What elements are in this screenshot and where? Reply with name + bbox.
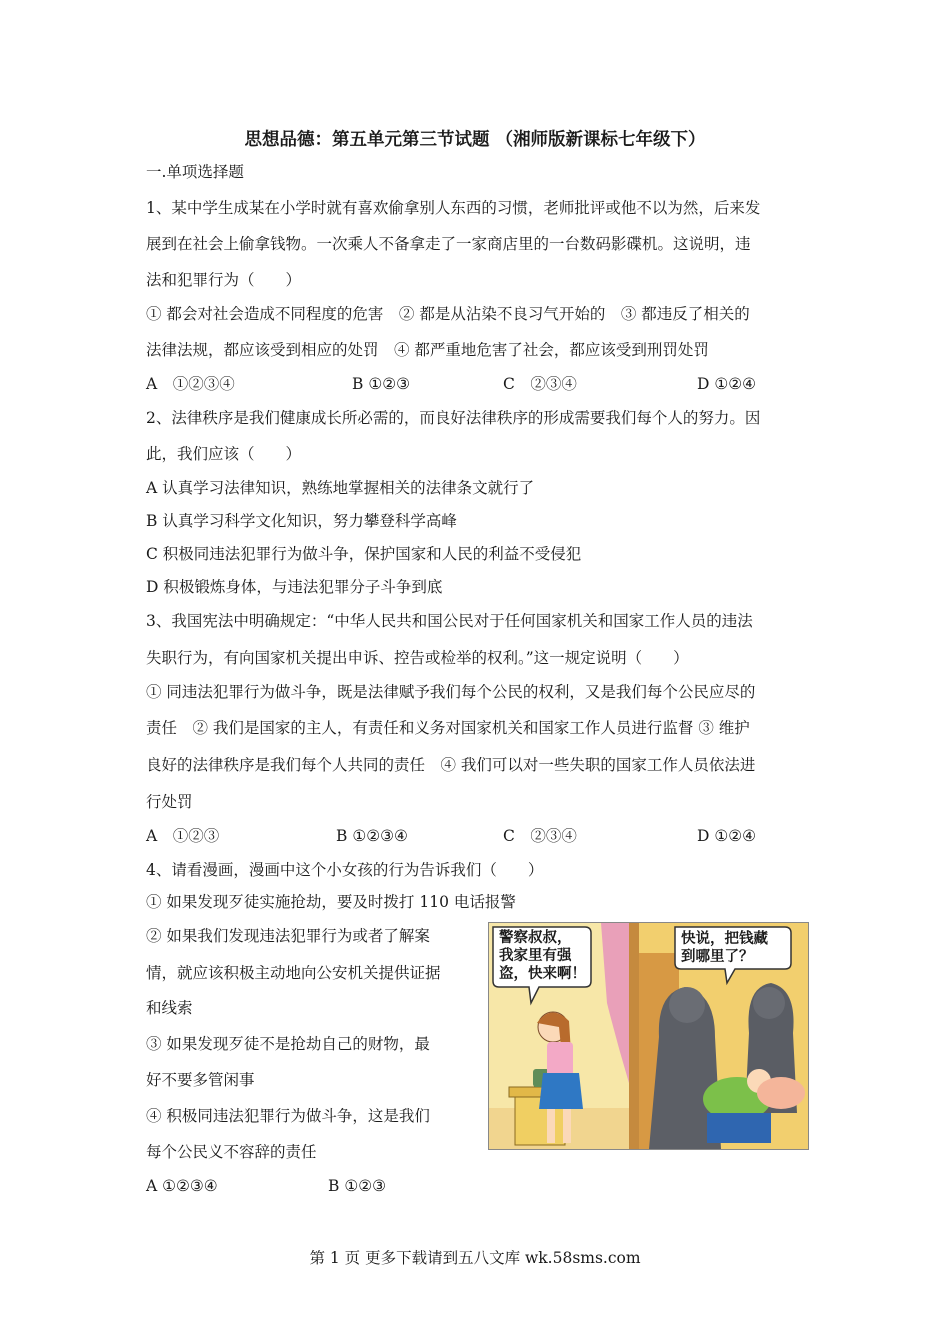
q4-option3-line2: 好不要多管闲事 — [146, 1071, 255, 1089]
q4-option4-line1: ④ 积极同违法犯罪行为做斗争，这是我们 — [146, 1107, 430, 1125]
q3-options-line3: 良好的法律秩序是我们每个人共同的责任 ④ 我们可以对一些失职的国家工作人员依法进 — [146, 756, 756, 774]
q2-stem-line2: 此，我们应该（ ） — [146, 445, 302, 463]
q3-choice-a: A ①②③ — [146, 827, 220, 845]
q4-choice-a: A ①②③④ — [146, 1177, 218, 1195]
q2-choice-b: B 认真学习科学文化知识，努力攀登科学高峰 — [146, 512, 457, 530]
comic-bubble-left-line3: 盗，快来啊！ — [499, 966, 586, 982]
q1-choice-a: A ①②③④ — [146, 375, 235, 393]
q4-option4-line2: 每个公民义不容辞的责任 — [146, 1143, 317, 1161]
q4-option2-line1: ② 如果我们发现违法犯罪行为或者了解案 — [146, 927, 430, 945]
q3-stem-line1: 3、我国宪法中明确规定：“中华人民共和国公民对于任何国家机关和国家工作人员的违法 — [146, 612, 753, 630]
q4-stem: 4、请看漫画，漫画中这个小女孩的行为告诉我们（ ） — [146, 861, 544, 879]
comic-bubble-right-line1: 快说，把钱藏 — [681, 931, 768, 947]
q1-stem-line3: 法和犯罪行为（ ） — [146, 271, 302, 289]
comic-illustration — [488, 922, 809, 1150]
q3-choice-d: D ①②④ — [697, 827, 757, 845]
q1-options-line1: ① 都会对社会造成不同程度的危害 ② 都是从沾染不良习气开始的 ③ 都违反了相关的 — [146, 305, 750, 323]
comic-bubble-right-line2: 到哪里了？ — [681, 949, 754, 965]
q4-choice-b: B ①②③ — [328, 1177, 387, 1195]
q4-option3-line1: ③ 如果发现歹徒不是抢劫自己的财物，最 — [146, 1035, 430, 1053]
q4-option2-line3: 和线索 — [146, 999, 193, 1017]
q1-choice-c: C ②③④ — [503, 375, 577, 393]
q1-choice-d: D ①②④ — [697, 375, 757, 393]
q3-stem-line2: 失职行为，有向国家机关提出申诉、控告或检举的权利。”这一规定说明（ ） — [146, 649, 689, 667]
q3-options-line2: 责任 ② 我们是国家的主人，有责任和义务对国家机关和国家工作人员进行监督 ③ 维护 — [146, 719, 750, 737]
section-heading: 一.单项选择题 — [146, 163, 244, 181]
q2-choice-a: A 认真学习法律知识，熟练地掌握相关的法律条文就行了 — [146, 479, 535, 497]
q3-choice-b: B ①②③④ — [336, 827, 408, 845]
q3-options-line4: 行处罚 — [146, 793, 193, 811]
q1-choice-b: B ①②③ — [352, 375, 411, 393]
q2-choice-c: C 积极同违法犯罪行为做斗争，保护国家和人民的利益不受侵犯 — [146, 545, 582, 563]
page-title: 思想品德：第五单元第三节试题 （湘师版新课标七年级下） — [244, 130, 706, 150]
comic-bubble-left-line2: 我家里有强 — [499, 948, 572, 964]
q4-option1: ① 如果发现歹徒实施抢劫，要及时拨打 110 电话报警 — [146, 893, 516, 911]
q3-choice-c: C ②③④ — [503, 827, 577, 845]
page-footer: 第 1 页 更多下载请到五八文库 wk.58sms.com — [309, 1249, 641, 1267]
q1-options-line2: 法律法规，都应该受到相应的处罚 ④ 都严重地危害了社会，都应该受到刑罚处罚 — [146, 341, 709, 359]
q1-stem-line2: 展到在社会上偷拿钱物。一次乘人不备拿走了一家商店里的一台数码影碟机。这说明，违 — [146, 235, 751, 253]
q1-stem-line1: 1、某中学生成某在小学时就有喜欢偷拿别人东西的习惯，老师批评或他不以为然，后来发 — [146, 199, 761, 217]
q4-option2-line2: 情，就应该积极主动地向公安机关提供证据 — [146, 964, 441, 982]
q2-stem-line1: 2、法律秩序是我们健康成长所必需的，而良好法律秩序的形成需要我们每个人的努力。因 — [146, 409, 761, 427]
comic-bubble-left-line1: 警察叔叔， — [499, 930, 572, 946]
q3-options-line1: ① 同违法犯罪行为做斗争，既是法律赋予我们每个公民的权利，又是我们每个公民应尽的 — [146, 683, 756, 701]
q2-choice-d: D 积极锻炼身体，与违法犯罪分子斗争到底 — [146, 578, 443, 596]
